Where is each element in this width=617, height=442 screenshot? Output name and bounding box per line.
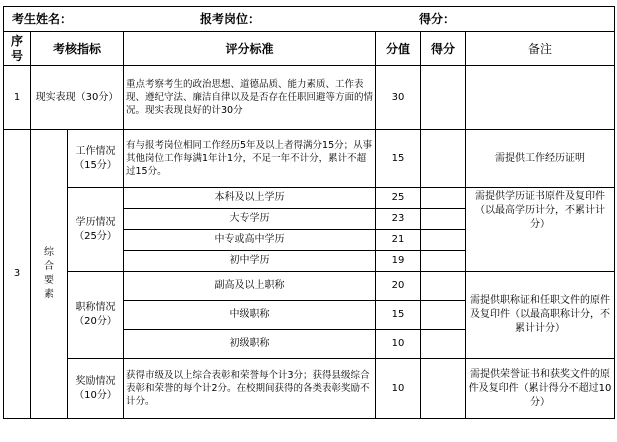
title-label: 职称情况（20分） (68, 272, 124, 359)
header-row (4, 32, 615, 66)
row-awards (4, 359, 615, 419)
title-points-3: 10 (376, 330, 421, 359)
row1-seq: 1 (4, 66, 31, 130)
edu-score-4 (421, 251, 466, 272)
education-label: 学历情况（25分） (68, 188, 124, 272)
award-remark: 需提供荣誉证书和获奖文件的原件及复印件（累计得分不超过10分） (466, 359, 615, 419)
candidate-name-label: 考生姓名： (12, 12, 73, 26)
edu-item-1: 本科及以上学历 (124, 188, 376, 209)
work-remark: 需提供工作经历证明 (466, 130, 615, 188)
row1-remarks-cell (466, 66, 615, 130)
row1-score-cell (421, 66, 466, 130)
score-table (3, 6, 615, 419)
title-row-1 (4, 272, 615, 301)
education-remark: 需提供学历证书原件及复印件（以最高学历计分，不累计计分） (466, 188, 615, 272)
row3-group-text: 综合要素 (44, 247, 54, 300)
title-item-1: 副高及以上职称 (124, 272, 376, 301)
title-points-2: 15 (376, 301, 421, 330)
work-label: 工作情况（15分） (68, 130, 124, 188)
edu-item-2: 大专学历 (124, 209, 376, 230)
edu-points-2: 23 (376, 209, 421, 230)
header-criteria: 评分标准 (124, 32, 376, 66)
title-score-1 (421, 272, 466, 301)
award-label: 奖励情况（10分） (68, 359, 124, 419)
total-score-label: 得分： (419, 12, 456, 26)
position-label: 报考岗位： (200, 12, 261, 26)
edu-item-4: 初中学历 (124, 251, 376, 272)
edu-points-4: 19 (376, 251, 421, 272)
title-remark: 需提供职称证和任职文件的原件及复印件（以最高职称计分，不累计计分） (466, 272, 615, 359)
header-remarks: 备注 (466, 32, 615, 66)
row1-points: 30 (376, 66, 421, 130)
row1-indicator: 现实表现（30分） (31, 66, 124, 130)
header-seq: 序号 (4, 32, 31, 66)
title-score-2 (421, 301, 466, 330)
award-criteria: 获得市级及以上综合表彰和荣誉每个计3分；获得县级综合表彰和荣誉的每个计2分。在校期间获得的各类表彰奖励不计分。 (124, 359, 376, 419)
row3-seq: 3 (4, 130, 31, 419)
header-indicator: 考核指标 (31, 32, 124, 66)
title-points-1: 20 (376, 272, 421, 301)
row1-criteria: 重点考察考生的政治思想、道德品质、能力素质、工作表现、遵纪守法、廉洁自律以及是否存在任职回避等方面的情况。现实表现良好的计30分 (124, 66, 376, 130)
edu-points-1: 25 (376, 188, 421, 209)
title-score-3 (421, 330, 466, 359)
edu-row-1 (4, 188, 615, 209)
edu-score-2 (421, 209, 466, 230)
title-item-3: 初级职称 (124, 330, 376, 359)
edu-score-1 (421, 188, 466, 209)
work-points: 15 (376, 130, 421, 188)
header-points: 分值 (376, 32, 421, 66)
row3-group (31, 130, 68, 419)
edu-item-3: 中专或高中学历 (124, 230, 376, 251)
row-work-experience (4, 130, 615, 188)
edu-score-3 (421, 230, 466, 251)
award-score-cell (421, 359, 466, 419)
work-score-cell (421, 130, 466, 188)
edu-points-3: 21 (376, 230, 421, 251)
row-realistic-performance (4, 66, 615, 130)
title-item-2: 中级职称 (124, 301, 376, 330)
candidate-info-row (4, 7, 615, 32)
header-score: 得分 (421, 32, 466, 66)
work-criteria: 有与报考岗位相同工作经历5年及以上者得满分15分；从事其他岗位工作每满1年计1分，不足一年不计分，累计不超过15分。 (124, 130, 376, 188)
award-points: 10 (376, 359, 421, 419)
